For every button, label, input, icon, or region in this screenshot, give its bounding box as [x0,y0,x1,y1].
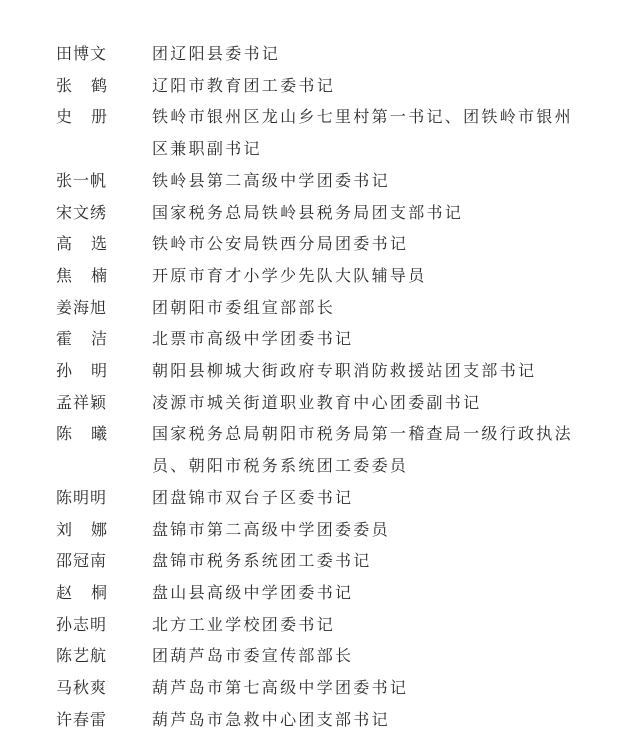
list-item [56,70,576,102]
person-title: 开原市育才小学少先队大队辅导员 [152,265,427,285]
person-name: 许春雷 [56,709,108,729]
person-title: 铁岭市公安局铁西分局团委书记 [152,234,409,254]
list-item [56,38,576,70]
person-name: 陈曦 [56,424,127,444]
person-title: 团朝阳市委组宣部部长 [152,297,336,317]
list-item [56,482,576,514]
person-name: 孙明 [56,361,127,381]
list-item [56,228,576,260]
list-item [56,640,576,672]
person-title: 北方工业学校团委书记 [152,614,336,634]
person-title: 北票市高级中学团委书记 [152,329,354,349]
person-title: 铁岭市银州区龙山乡七里村第一书记、团铁岭市银州区兼职副书记 [152,107,573,159]
person-name: 孟祥颖 [56,392,108,412]
list-item [56,577,576,609]
list-item [56,704,576,736]
list-item [56,323,576,355]
list-item [56,260,576,292]
list-item [56,609,576,641]
person-title: 国家税务总局铁岭县税务局团支部书记 [152,202,464,222]
person-name: 田博文 [56,44,108,63]
person-title: 团葫芦岛市委宣传部部长 [152,646,354,666]
person-title: 盘山县高级中学团委书记 [152,582,354,602]
list-item [56,418,576,481]
person-title: 盘锦市税务系统团工委书记 [152,551,372,571]
person-name: 宋文绣 [56,202,108,222]
person-title: 团辽阳县委书记 [152,44,281,63]
person-title: 葫芦岛市急救中心团支部书记 [152,709,390,729]
person-name: 马秋爽 [56,678,108,698]
person-name: 陈艺航 [56,646,108,666]
list-item [56,101,576,164]
person-title: 国家税务总局朝阳市税务局第一稽查局一级行政执法员、朝阳市税务系统团工委委员 [152,424,573,476]
person-title: 葫芦岛市第七高级中学团委书记 [152,678,409,698]
list-item [56,292,576,324]
person-name: 焦楠 [56,265,127,285]
person-name: 张一帆 [56,170,108,190]
list-item [56,545,576,577]
person-title: 朝阳县柳城大街政府专职消防救援站团支部书记 [152,361,537,381]
list-item [56,197,576,229]
person-name: 姜海旭 [56,297,108,317]
person-name: 陈明明 [56,487,108,507]
name-list [56,38,576,735]
list-item [56,387,576,419]
person-title: 盘锦市第二高级中学团委委员 [152,519,390,539]
person-name: 刘娜 [56,519,127,539]
person-name: 高选 [56,234,127,254]
list-item [56,355,576,387]
list-item [56,672,576,704]
person-name: 霍洁 [56,329,127,349]
person-name: 孙志明 [56,614,108,634]
person-name: 赵桐 [56,582,127,602]
person-title: 辽阳市教育团工委书记 [152,75,336,95]
person-name: 邵冠南 [56,551,108,571]
person-title: 团盘锦市双台子区委书记 [152,487,354,507]
person-name: 史册 [56,107,127,127]
person-title: 铁岭县第二高级中学团委书记 [152,170,390,190]
person-name: 张鹤 [56,75,127,95]
list-item [56,165,576,197]
person-title: 凌源市城关街道职业教育中心团委副书记 [152,392,482,412]
list-item [56,514,576,546]
